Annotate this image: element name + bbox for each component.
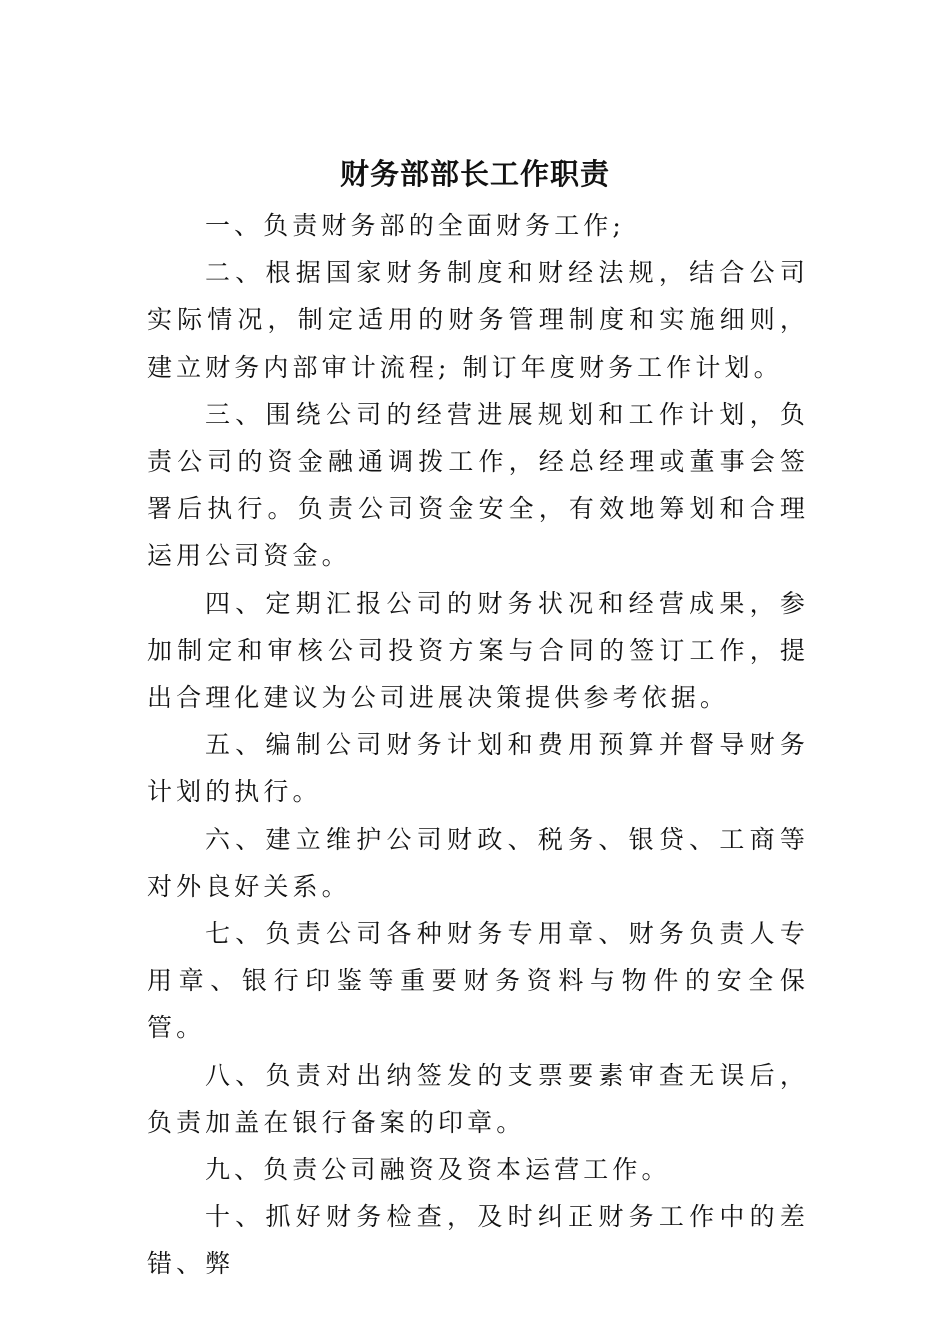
duty-paragraph-1: 一、负责财务部的全面财务工作;: [205, 211, 625, 240]
document-body: [147, 202, 809, 1288]
duty-paragraph-7: 七、负责公司各种财务专用章、财务负责人专用章、银行印鉴等重要财务资料与物件的安全保管。: [147, 919, 809, 1043]
duty-paragraph-4: 四、定期汇报公司的财务状况和经营成果，参加制定和审核公司投资方案与合同的签订工作，提出合理化建议为公司进展决策提供参考依据。: [147, 588, 809, 713]
document-title: 财务部部长工作职责: [339, 157, 610, 191]
duty-paragraph-3: 三、围绕公司的经营进展规划和工作计划，负责公司的资金融通调拨工作，经总经理或董事会签署后执行。负责公司资金安全，有效地筹划和合理运用公司资金。: [147, 399, 809, 571]
duty-paragraph-8: 八、负责对出纳签发的支票要素审查无误后，负责加盖在银行备案的印章。: [147, 1060, 809, 1137]
duty-paragraph-10: 十、抓好财务检查，及时纠正财务工作中的差错、弊: [147, 1202, 809, 1279]
duty-paragraph-6: 六、建立维护公司财政、税务、银贷、工商等对外良好关系。: [147, 824, 809, 901]
duty-paragraph-5: 五、编制公司财务计划和费用预算并督导财务计划的执行。: [147, 730, 809, 807]
duty-paragraph-2: 二、根据国家财务制度和财经法规，结合公司实际情况，制定适用的财务管理制度和实施细则，建立财务内部审计流程; 制订年度财务工作计划。: [147, 258, 809, 382]
duty-paragraph-9: 九、负责公司融资及资本运营工作。: [205, 1155, 671, 1185]
